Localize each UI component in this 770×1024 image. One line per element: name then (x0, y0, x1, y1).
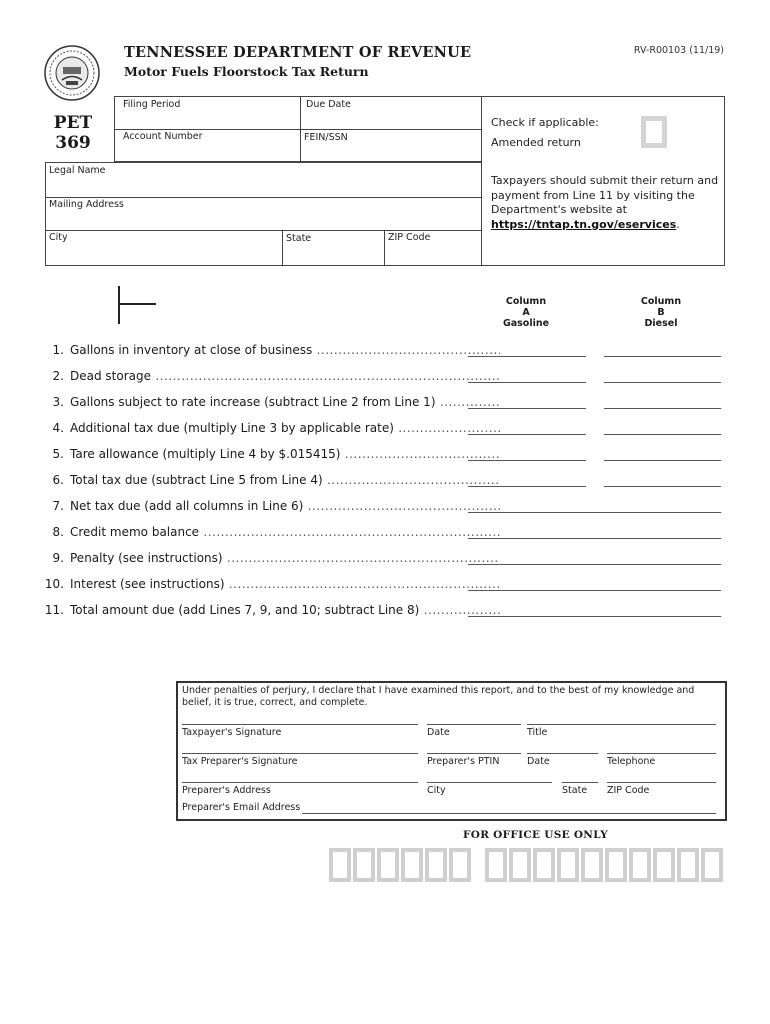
office-use-boxes-left (329, 848, 471, 882)
city-field[interactable]: City (49, 232, 68, 243)
form-number: RV-R00103 (11/19) (633, 45, 724, 56)
line-11 (40, 603, 730, 621)
column-b-header (616, 296, 706, 329)
column-a-label: Column (505, 296, 547, 307)
preparer-address-label: Preparer's Address (182, 785, 271, 796)
eservices-note-text: Taxpayers should submit their return and payment from Line 11 by visiting the Department's website at (491, 174, 719, 216)
department-title: TENNESSEE DEPARTMENT OF REVENUE (124, 44, 472, 61)
line-1-column-b-input[interactable] (604, 356, 721, 357)
line-number: 9. (52, 551, 64, 565)
line-description: Dead storage ..... (70, 369, 500, 383)
line-description: Gallons subject to rate increase (subtract Line 2 from Line 1) ..... (70, 395, 500, 409)
preparer-city-line[interactable] (427, 782, 552, 783)
title-line[interactable] (527, 724, 716, 725)
line-number: 1. (52, 343, 64, 357)
line-10 (40, 577, 730, 595)
registration-mark-horizontal (118, 303, 156, 305)
telephone-label: Telephone (607, 756, 656, 767)
amended-return-label: Amended return (491, 136, 581, 149)
line-6-column-a-input[interactable] (468, 486, 586, 487)
title-label: Title (527, 727, 548, 738)
column-b-name: Diesel (644, 318, 678, 329)
filing-period-field[interactable]: Filing Period (123, 99, 181, 110)
office-use-boxes-right (485, 848, 723, 882)
date-label: Date (427, 727, 450, 738)
column-b-letter: B (657, 307, 665, 318)
line-6 (40, 473, 730, 491)
pet-code (46, 113, 100, 153)
line-2 (40, 369, 730, 387)
line-3 (40, 395, 730, 413)
date-line[interactable] (427, 724, 521, 725)
preparer-ptin-label: Preparer's PTIN (427, 756, 500, 767)
zip-code-field[interactable]: ZIP Code (388, 232, 431, 243)
line-description: Total amount due (add Lines 7, 9, and 10; subtract Line 8) ..... (70, 603, 500, 617)
line-2-column-a-input[interactable] (468, 382, 586, 383)
preparer-zip-label: ZIP Code (607, 785, 650, 796)
preparer-date-label: Date (527, 756, 550, 767)
preparer-signature-line[interactable] (182, 753, 418, 754)
taxpayer-signature-label: Taxpayer's Signature (182, 727, 282, 738)
line-description: Additional tax due (multiply Line 3 by applicable rate) ..... (70, 421, 500, 435)
preparer-address-line[interactable] (182, 782, 418, 783)
form-title: Motor Fuels Floorstock Tax Return (124, 64, 369, 79)
line-description: Gallons in inventory at close of business ..... (70, 343, 500, 357)
fein-ssn-field[interactable]: FEIN/SSN (304, 132, 348, 143)
registration-mark (118, 286, 120, 324)
column-a-header (481, 296, 571, 329)
preparer-email-label: Preparer's Email Address (182, 802, 301, 813)
line-number: 10. (44, 577, 64, 591)
legal-name-field[interactable]: Legal Name (49, 165, 106, 176)
perjury-declaration: Under penalties of perjury, I declare that I have examined this report, and to the best of my knowledge and belief, it is true, correct, and complete. (182, 685, 695, 708)
mailing-address-field[interactable]: Mailing Address (49, 199, 124, 210)
line-5 (40, 447, 730, 465)
line-4 (40, 421, 730, 439)
column-a-letter: A (522, 307, 530, 318)
line-8-input[interactable] (468, 538, 721, 539)
line-number: 11. (44, 603, 64, 617)
line-3-column-b-input[interactable] (604, 408, 721, 409)
line-10-input[interactable] (468, 590, 721, 591)
preparer-ptin-line[interactable] (427, 753, 521, 754)
line-number: 4. (52, 421, 64, 435)
pet-number: 369 (55, 133, 91, 153)
line-description: Net tax due (add all columns in Line 6) ..... (70, 499, 500, 513)
line-number: 7. (52, 499, 64, 513)
preparer-zip-line[interactable] (607, 782, 716, 783)
office-use-label: FOR OFFICE USE ONLY (463, 829, 609, 841)
address-box (45, 162, 482, 266)
amended-return-checkbox[interactable] (641, 116, 667, 148)
telephone-line[interactable] (607, 753, 716, 754)
line-description: Total tax due (subtract Line 5 from Line 4) ..... (70, 473, 500, 487)
state-field[interactable]: State (286, 233, 312, 244)
line-1-column-a-input[interactable] (468, 356, 586, 357)
line-9 (40, 551, 730, 569)
line-description: Interest (see instructions) ..... (70, 577, 500, 591)
eservices-link[interactable]: https://tntap.tn.gov/eservices (491, 217, 677, 231)
line-number: 5. (52, 447, 64, 461)
check-if-applicable: Check if applicable: (491, 116, 599, 129)
taxpayer-signature-line[interactable] (182, 724, 418, 725)
line-5-column-b-input[interactable] (604, 460, 721, 461)
line-1 (40, 343, 730, 361)
line-4-column-b-input[interactable] (604, 434, 721, 435)
account-number-field[interactable]: Account Number (123, 131, 203, 142)
line-11-input[interactable] (468, 616, 721, 617)
preparer-signature-label: Tax Preparer's Signature (182, 756, 298, 767)
line-number: 8. (52, 525, 64, 539)
line-description: Penalty (see instructions) ..... (70, 551, 500, 565)
line-4-column-a-input[interactable] (468, 434, 586, 435)
line-7-input[interactable] (468, 512, 721, 513)
eservices-note (491, 174, 719, 232)
preparer-date-line[interactable] (527, 753, 598, 754)
note-period: . (676, 217, 680, 231)
line-7 (40, 499, 730, 517)
line-description: Tare allowance (multiply Line 4 by $.015415) ..... (70, 447, 500, 461)
pet-label: PET (53, 113, 93, 133)
line-number: 3. (52, 395, 64, 409)
line-2-column-b-input[interactable] (604, 382, 721, 383)
line-description: Credit memo balance ..... (70, 525, 500, 539)
column-a-name: Gasoline (502, 318, 550, 329)
line-8 (40, 525, 730, 543)
preparer-email-line[interactable] (302, 813, 716, 814)
line-9-input[interactable] (468, 564, 721, 565)
due-date-field[interactable]: Due Date (306, 99, 351, 110)
line-number: 2. (52, 369, 64, 383)
line-5-column-a-input[interactable] (468, 460, 586, 461)
preparer-state-line[interactable] (562, 782, 598, 783)
line-number: 6. (52, 473, 64, 487)
preparer-city-label: City (427, 785, 446, 796)
line-3-column-a-input[interactable] (468, 408, 586, 409)
line-6-column-b-input[interactable] (604, 486, 721, 487)
preparer-state-label: State (562, 785, 588, 796)
state-seal (44, 45, 100, 101)
column-b-label: Column (640, 296, 682, 307)
